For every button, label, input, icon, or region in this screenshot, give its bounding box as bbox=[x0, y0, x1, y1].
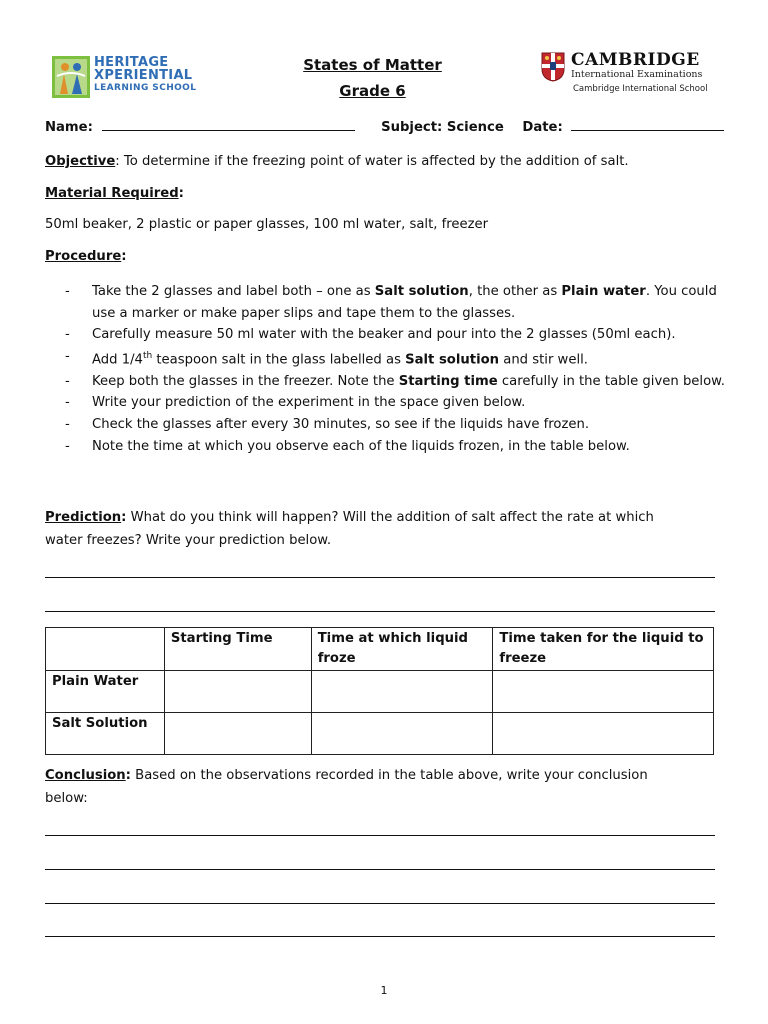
step-text: . You could use a marker or make paper slips and tape them to the glasses. bbox=[92, 284, 717, 321]
step-text: Take the 2 glasses and label both – one as bbox=[92, 284, 375, 299]
procedure-list bbox=[45, 281, 725, 457]
procedure-step bbox=[45, 392, 725, 414]
conclusion-answer-line[interactable] bbox=[45, 869, 715, 870]
prediction-prompt bbox=[45, 510, 654, 525]
objective bbox=[45, 154, 629, 169]
step-text: Write your prediction of the experiment in the space given below. bbox=[92, 395, 526, 411]
objective-text: : To determine if the freezing point of water is affected by the addition of salt. bbox=[115, 154, 629, 169]
prediction-answer-line[interactable] bbox=[45, 611, 715, 612]
step-text: , the other as bbox=[468, 284, 562, 299]
school-name-line1: HERITAGE bbox=[94, 55, 169, 70]
conclusion-colon: : bbox=[125, 768, 131, 783]
conclusion-prompt bbox=[45, 768, 648, 783]
procedure-step bbox=[45, 414, 725, 436]
page-title: States of Matter bbox=[303, 56, 442, 74]
step-bold: Salt solution bbox=[405, 352, 500, 368]
step-text: Check the glasses after every 30 minutes, so see if the liquids have frozen. bbox=[92, 416, 590, 432]
step-text: carefully in the table given below. bbox=[497, 373, 725, 389]
date-label: Date: bbox=[522, 120, 563, 135]
table-row bbox=[46, 713, 714, 755]
procedure-step bbox=[45, 281, 725, 324]
materials-label: Material Required bbox=[45, 186, 179, 201]
school-name-line3: LEARNING SCHOOL bbox=[94, 83, 197, 93]
table-cell[interactable] bbox=[164, 713, 311, 755]
table-cell[interactable] bbox=[493, 713, 714, 755]
table-row bbox=[46, 671, 714, 713]
conclusion-text-line2: below: bbox=[45, 791, 88, 806]
step-text: Keep both the glasses in the freezer. Note the bbox=[92, 373, 399, 389]
grade-title: Grade 6 bbox=[339, 82, 406, 100]
step-bold: Salt solution bbox=[374, 284, 469, 299]
school-name-line2: XPERIENTIAL bbox=[94, 68, 193, 83]
cambridge-subtitle: International Examinations bbox=[571, 69, 703, 80]
table-header-row bbox=[46, 628, 714, 671]
prediction-text-line2: water freezes? Write your prediction below. bbox=[45, 533, 332, 548]
row-label: Salt Solution bbox=[46, 713, 165, 755]
prediction-text-line1: What do you think will happen? Will the addition of salt affect the rate at which bbox=[126, 510, 654, 525]
materials-heading bbox=[45, 186, 184, 201]
procedure-label: Procedure bbox=[45, 249, 122, 264]
subject-label: Subject: Science bbox=[381, 120, 504, 135]
materials-colon: : bbox=[178, 186, 184, 201]
step-text: Note the time at which you observe each of the liquids frozen, in the table below. bbox=[92, 438, 630, 454]
procedure-colon: : bbox=[121, 249, 127, 264]
table-cell[interactable] bbox=[164, 671, 311, 713]
step-text: and stir well. bbox=[499, 352, 588, 368]
observation-table bbox=[45, 627, 714, 755]
materials-text: 50ml beaker, 2 plastic or paper glasses, 100 ml water, salt, freezer bbox=[45, 217, 489, 232]
cambridge-title: CAMBRIDGE bbox=[571, 50, 700, 70]
step-bold: Plain water bbox=[561, 284, 646, 299]
school-logo bbox=[52, 56, 222, 100]
conclusion-answer-line[interactable] bbox=[45, 835, 715, 836]
school-emblem-icon bbox=[52, 56, 90, 98]
table-header-cell: Starting Time bbox=[164, 628, 311, 671]
cambridge-school: Cambridge International School bbox=[573, 84, 708, 94]
objective-label: Objective bbox=[45, 154, 116, 169]
conclusion-text-line1: Based on the observations recorded in the table above, write your conclusion bbox=[130, 768, 648, 783]
cambridge-shield-icon bbox=[541, 52, 565, 82]
conclusion-label: Conclusion bbox=[45, 768, 126, 783]
table-cell[interactable] bbox=[493, 671, 714, 713]
row-label: Plain Water bbox=[46, 671, 165, 713]
table-cell[interactable] bbox=[311, 713, 493, 755]
prediction-answer-line[interactable] bbox=[45, 577, 715, 578]
step-superscript: th bbox=[142, 350, 153, 361]
table-header-cell: Time at which liquid froze bbox=[311, 628, 493, 671]
procedure-step bbox=[45, 371, 725, 393]
table-cell[interactable] bbox=[311, 671, 493, 713]
info-row bbox=[45, 118, 724, 135]
conclusion-answer-line[interactable] bbox=[45, 903, 715, 904]
name-blank[interactable] bbox=[102, 118, 355, 131]
step-text: Carefully measure 50 ml water with the beaker and pour into the 2 glasses (50ml each). bbox=[92, 327, 676, 343]
procedure-step bbox=[45, 346, 725, 371]
cambridge-logo bbox=[541, 50, 716, 98]
conclusion-answer-line[interactable] bbox=[45, 936, 715, 937]
table-header-cell: Time taken for the liquid to freeze bbox=[493, 628, 714, 671]
name-label: Name: bbox=[45, 120, 93, 135]
school-name bbox=[94, 56, 196, 95]
step-text: Add 1/4 bbox=[92, 352, 143, 368]
prediction-colon: : bbox=[121, 510, 127, 525]
step-text: teaspoon salt in the glass labelled as bbox=[152, 352, 406, 368]
page-number: 1 bbox=[380, 984, 388, 997]
table-header-cell bbox=[46, 628, 165, 671]
step-bold: Starting time bbox=[398, 373, 498, 389]
procedure-step bbox=[45, 324, 725, 346]
procedure-step bbox=[45, 436, 725, 458]
prediction-label: Prediction bbox=[45, 510, 122, 525]
procedure-heading bbox=[45, 249, 127, 264]
date-blank[interactable] bbox=[571, 118, 724, 131]
